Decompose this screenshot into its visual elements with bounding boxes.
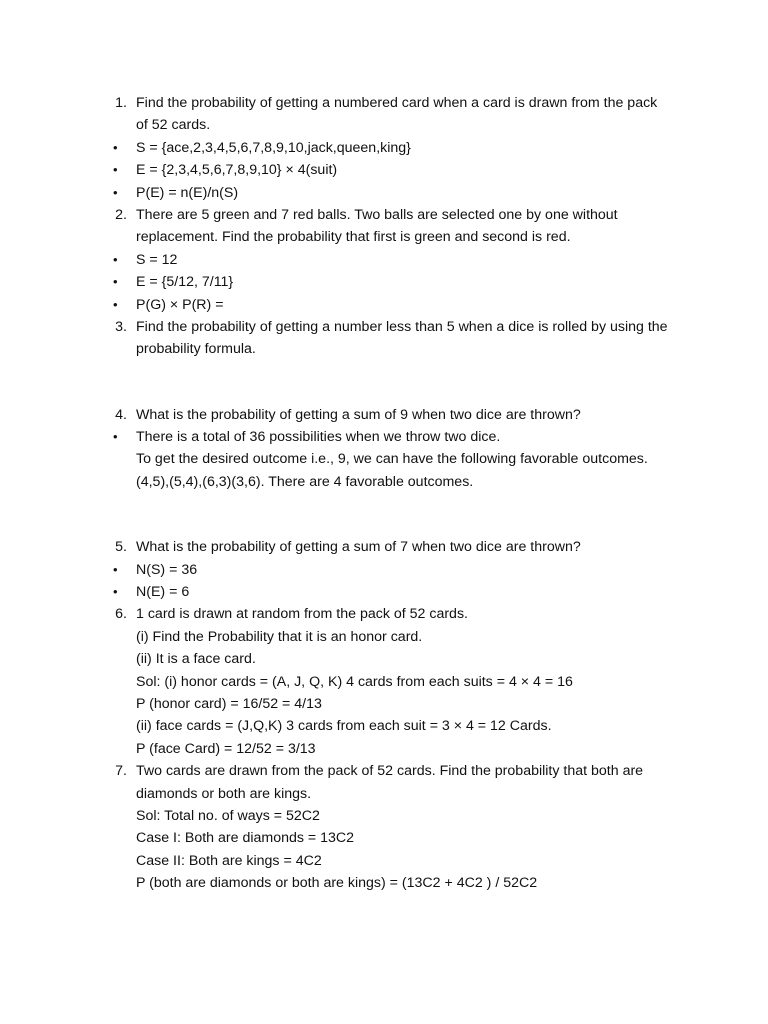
bullet-icon: • bbox=[113, 162, 118, 178]
answer-line bbox=[0, 872, 768, 894]
question-6 bbox=[0, 603, 768, 625]
question-7 bbox=[0, 760, 768, 782]
answer-line bbox=[0, 850, 768, 872]
answer-text: Case II: Both are kings = 4C2 bbox=[136, 852, 322, 869]
answer-line bbox=[0, 715, 768, 737]
answer-line bbox=[0, 805, 768, 827]
list-number: 4. bbox=[115, 406, 127, 423]
question-1-continuation bbox=[0, 114, 768, 136]
question-text: There are 5 green and 7 red balls. Two balls are selected one by one without bbox=[136, 206, 618, 223]
list-number: 5. bbox=[115, 539, 127, 556]
answer-text: Sol: Total no. of ways = 52C2 bbox=[136, 807, 320, 824]
bullet-item bbox=[0, 559, 768, 581]
answer-line bbox=[0, 448, 768, 470]
question-text: diamonds or both are kings. bbox=[136, 785, 312, 802]
answer-text: (i) Find the Probability that it is an honor card. bbox=[136, 628, 423, 645]
answer-text: To get the desired outcome i.e., 9, we can have the following favorable outcomes. bbox=[136, 451, 648, 468]
bullet-text: There is a total of 36 possibilities when we throw two dice. bbox=[136, 429, 501, 446]
question-5 bbox=[0, 536, 768, 558]
bullet-text: S = {ace,2,3,4,5,6,7,8,9,10,jack,queen,king} bbox=[136, 139, 411, 156]
question-1 bbox=[0, 92, 768, 114]
answer-line bbox=[0, 648, 768, 670]
question-text: What is the probability of getting a sum of 9 when two dice are thrown? bbox=[136, 406, 581, 423]
question-text: Find the probability of getting a number less than 5 when a dice is rolled by using the bbox=[136, 318, 668, 335]
bullet-text: S = 12 bbox=[136, 251, 178, 268]
bullet-icon: • bbox=[113, 584, 118, 600]
question-3-continuation bbox=[0, 338, 768, 360]
answer-line bbox=[0, 693, 768, 715]
question-text: What is the probability of getting a sum of 7 when two dice are thrown? bbox=[136, 539, 581, 556]
question-3 bbox=[0, 316, 768, 338]
question-7-continuation bbox=[0, 783, 768, 805]
answer-line bbox=[0, 471, 768, 493]
bullet-text: E = {2,3,4,5,6,7,8,9,10} × 4(suit) bbox=[136, 162, 338, 179]
answer-text: (ii) It is a face card. bbox=[136, 651, 256, 668]
answer-text: P (honor card) = 16/52 = 4/13 bbox=[136, 695, 322, 712]
question-2 bbox=[0, 204, 768, 226]
answer-text: Sol: (i) honor cards = (A, J, Q, K) 4 cards from each suits = 4 × 4 = 16 bbox=[136, 673, 573, 690]
list-number: 3. bbox=[115, 318, 127, 335]
blank-space bbox=[0, 361, 768, 404]
list-number: 1. bbox=[115, 95, 127, 111]
list-number: 2. bbox=[115, 206, 127, 223]
bullet-item bbox=[0, 271, 768, 293]
answer-text: P (both are diamonds or both are kings) = (13C2 + 4C2 ) / 52C2 bbox=[136, 875, 538, 892]
bullet-text: P(G) × P(R) = bbox=[136, 296, 224, 313]
question-text: replacement. Find the probability that first is green and second is red. bbox=[136, 229, 571, 246]
question-4 bbox=[0, 404, 768, 426]
list-number: 6. bbox=[115, 606, 127, 623]
question-text: Find the probability of getting a numbered card when a card is drawn from the pack bbox=[136, 95, 658, 111]
bullet-item bbox=[0, 426, 768, 448]
bullet-text: N(E) = 6 bbox=[136, 584, 190, 601]
bullet-icon: • bbox=[113, 429, 118, 445]
blank-space bbox=[0, 493, 768, 536]
document-body bbox=[0, 92, 768, 895]
bullet-item bbox=[0, 137, 768, 159]
bullet-icon: • bbox=[113, 274, 118, 290]
question-text: 1 card is drawn at random from the pack of 52 cards. bbox=[136, 606, 468, 623]
question-text: probability formula. bbox=[136, 341, 256, 358]
question-text: Two cards are drawn from the pack of 52 cards. Find the probability that both are bbox=[136, 763, 644, 780]
bullet-text: P(E) = n(E)/n(S) bbox=[136, 184, 239, 201]
answer-line bbox=[0, 626, 768, 648]
bullet-item bbox=[0, 581, 768, 603]
bullet-icon: • bbox=[113, 184, 118, 200]
bullet-icon: • bbox=[113, 139, 118, 155]
answer-line bbox=[0, 738, 768, 760]
list-number: 7. bbox=[115, 763, 127, 780]
answer-text: Case I: Both are diamonds = 13C2 bbox=[136, 830, 355, 847]
bullet-icon: • bbox=[113, 251, 118, 267]
question-text: of 52 cards. bbox=[136, 117, 211, 134]
answer-text: P (face Card) = 12/52 = 3/13 bbox=[136, 740, 316, 757]
answer-text: (ii) face cards = (J,Q,K) 3 cards from each suit = 3 × 4 = 12 Cards. bbox=[136, 718, 552, 735]
bullet-item bbox=[0, 182, 768, 204]
answer-line bbox=[0, 671, 768, 693]
bullet-icon: • bbox=[113, 561, 118, 577]
answer-text: (4,5),(5,4),(6,3)(3,6). There are 4 favorable outcomes. bbox=[136, 473, 474, 490]
bullet-item bbox=[0, 294, 768, 316]
bullet-text: N(S) = 36 bbox=[136, 561, 198, 578]
bullet-item bbox=[0, 159, 768, 181]
bullet-text: E = {5/12, 7/11} bbox=[136, 274, 234, 291]
bullet-item bbox=[0, 249, 768, 271]
answer-line bbox=[0, 827, 768, 849]
question-2-continuation bbox=[0, 226, 768, 248]
bullet-icon: • bbox=[113, 296, 118, 312]
